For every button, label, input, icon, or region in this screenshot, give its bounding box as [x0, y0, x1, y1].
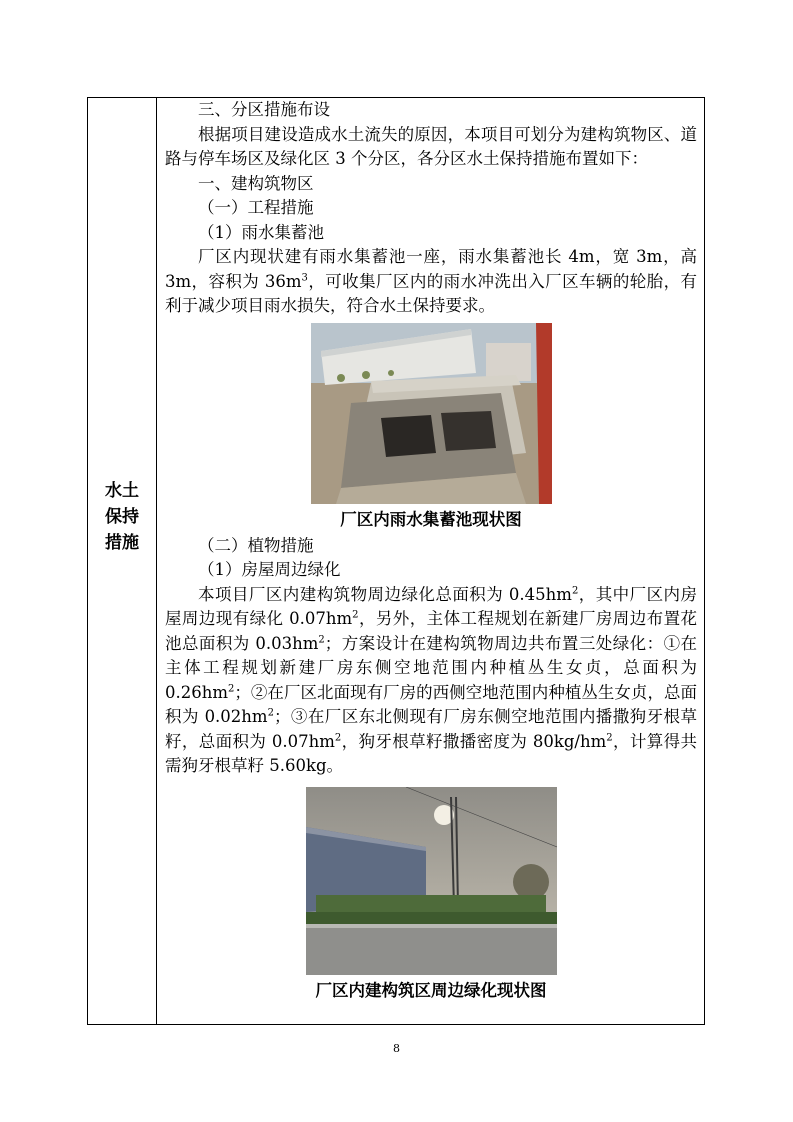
section-heading: 三、分区措施布设: [198, 100, 330, 119]
rain-tank-caption: 厂区内雨水集蓄池现状图: [340, 509, 522, 529]
rain-tank-photo: [311, 323, 552, 504]
rain-tank-paragraph: 厂区内现状建有雨水集蓄池一座，雨水集蓄池长 4m，宽 3m，高 3m，容积为 $36m^3$，可收集厂区内的雨水冲洗出入厂区车辆的轮胎，有利于减少项目雨水损失，符合水土保持要求。: [165, 247, 698, 315]
label-cell: [88, 98, 157, 1024]
measures-table: [87, 97, 705, 1025]
page-number: 8: [393, 1042, 400, 1055]
greening-caption: 厂区内建构筑区周边绿化现状图: [315, 980, 547, 1000]
heading-buildings: 一、建构筑物区: [198, 173, 314, 193]
heading-vegetation: （二）植物措施: [198, 535, 314, 555]
row-label-line: 水土: [105, 481, 139, 501]
row-label-line: 保持: [105, 507, 139, 527]
greening-photo: [306, 787, 557, 975]
intro-paragraph: 根据项目建设造成水土流失的原因，本项目可划分为建构筑物区、道路与停车场区及绿化区 3 个分区，各分区水土保持措施布置如下：: [165, 124, 697, 168]
heading-engineering: （一）工程措施: [198, 198, 314, 217]
heading-rain-tank: （1）雨水集蓄池: [198, 222, 324, 242]
row-label: [88, 478, 156, 556]
greening-paragraph: 本项目厂区内建构筑物周边绿化总面积为 $0.45hm^2$，其中厂区内房屋周边现有绿化 $0.07hm^2$，另外，主体工程规划在新建厂房周边布置花池总面积为 $0.03hm^2$；方案设计在建构筑物周边共布置三处绿化：①在主体工程规划新建厂房东侧空地范围内种植丛生女贞，总面积为 $0.26hm^2$；②在厂区北面现有厂房的西侧空地范围内种植丛生女贞，总面积为 $0.02hm^2$；③在厂区东北侧现有厂房东侧空地范围内播撒狗牙根草籽，总面积为 $0.07hm^2$，狗牙根草籽撒播密度为 $80kg/hm^2$，计算得共需狗牙根草籽 5.60kg。: [165, 584, 698, 775]
rain-tank-photo-image: [311, 323, 552, 504]
greening-photo-image: [306, 787, 557, 975]
content-cell: [157, 98, 704, 1003]
heading-greening: （1）房屋周边绿化: [198, 560, 341, 579]
row-label-line: 措施: [105, 533, 139, 553]
